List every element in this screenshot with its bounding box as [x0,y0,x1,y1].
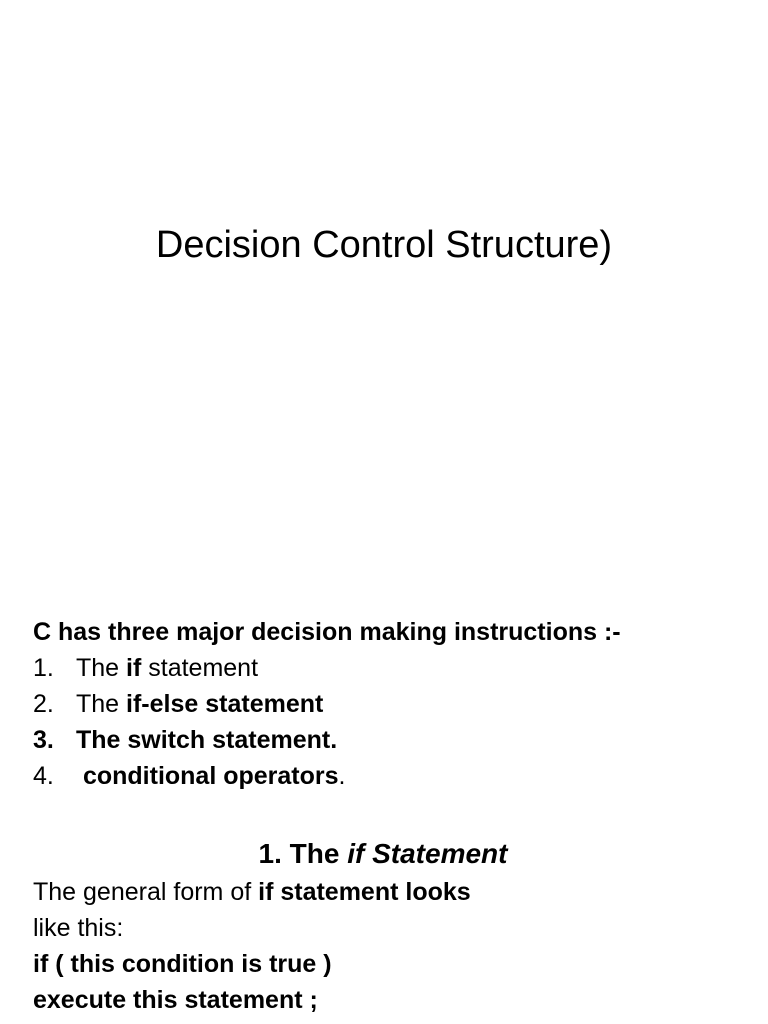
code-line-condition: if ( this condition is true ) [33,950,332,978]
list-item [33,686,733,722]
like-this-text: like this: [33,914,124,942]
general-form-bold: if statement looks [258,878,471,906]
list-bold-text: if-else statement [126,690,324,718]
list-item [33,758,733,794]
section-heading-italic: if Statement [347,838,508,869]
intro-text: C has three major decision making instructions :- [33,618,621,646]
slide-title: Decision Control Structure) [155,224,613,266]
general-form-prefix: The general form of [33,878,259,906]
list-number: 1. [33,654,54,682]
list-text: . [338,762,346,790]
instruction-list [33,650,733,794]
section-heading-prefix: 1. The [258,838,348,869]
list-text: The [76,690,127,718]
general-form-text [33,874,733,910]
list-number: 3. [33,726,54,754]
list-number: 2. [33,690,54,718]
list-bold-text: if [126,654,142,682]
list-bold-text: The switch statement. [76,726,338,754]
list-text [76,762,83,790]
slide-content [33,614,733,1018]
list-text: The [76,654,127,682]
list-item [33,722,733,758]
list-item [33,650,733,686]
list-text: statement [141,654,259,682]
list-number: 4. [33,762,54,790]
list-bold-text: conditional operators [82,762,339,790]
code-line-statement: execute this statement ; [33,986,318,1014]
section-heading [33,834,733,874]
